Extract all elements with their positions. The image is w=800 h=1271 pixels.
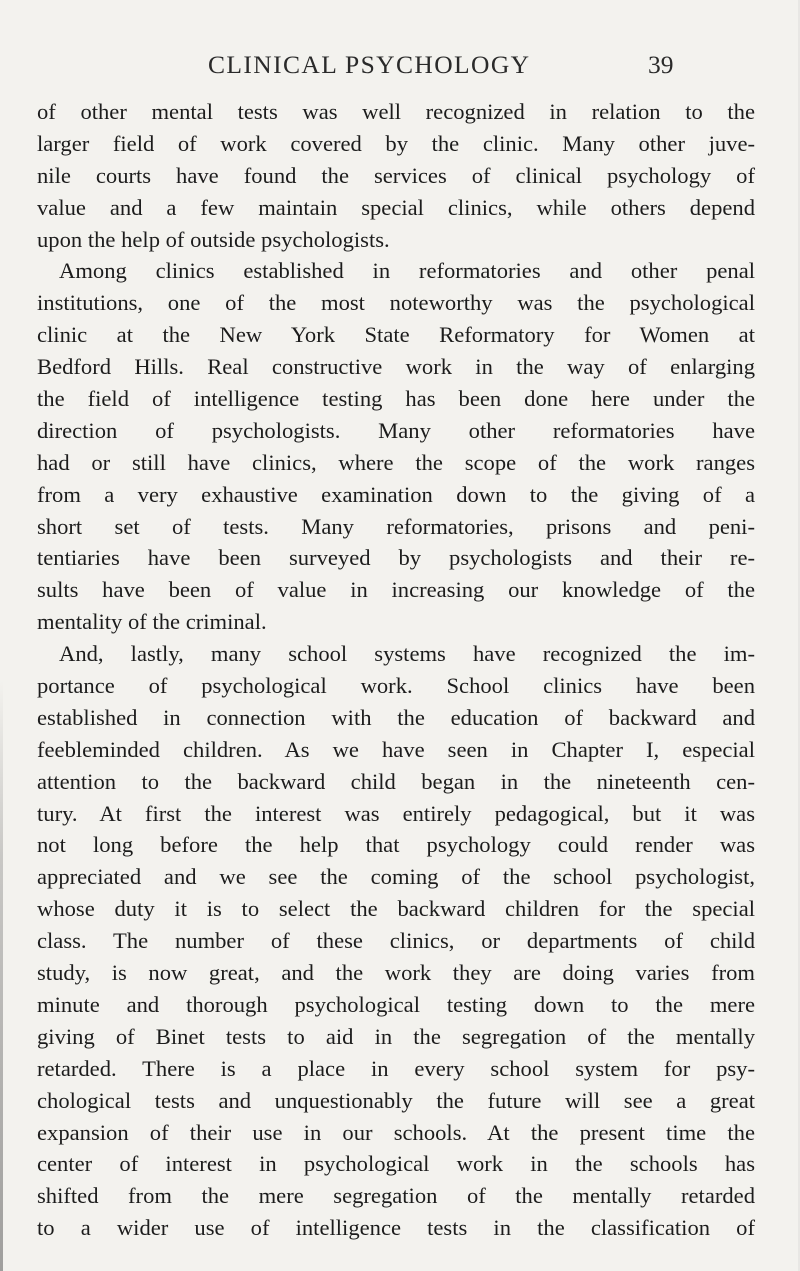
text-line: from a very exhaustive examination down to the giving of a	[37, 481, 755, 507]
text-line: center of interest in psychological work in the schools has	[37, 1151, 755, 1177]
text-line: established in connection with the education of backward and	[37, 704, 755, 730]
text-line: not long before the help that psychology could render was	[37, 832, 755, 858]
text-line: And, lastly, many school systems have recognized the im-	[59, 641, 755, 667]
text-line: retarded. There is a place in every school system for psy-	[37, 1055, 755, 1081]
text-line: shifted from the mere segregation of the mentally retarded	[37, 1183, 755, 1209]
text-line: short set of tests. Many reformatories, prisons and peni-	[37, 513, 755, 539]
text-line: giving of Binet tests to aid in the segregation of the mentally	[37, 1023, 755, 1049]
text-line: minute and thorough psychological testing down to the mere	[37, 991, 755, 1017]
text-line: feebleminded children. As we have seen in Chapter I, especial	[37, 736, 755, 762]
text-line: study, is now great, and the work they are doing varies from	[37, 960, 755, 986]
text-line: appreciated and we see the coming of the school psychologist,	[37, 864, 755, 890]
page-number: 39	[648, 50, 674, 79]
text-line: had or still have clinics, where the scope of the work ranges	[37, 449, 755, 475]
text-line: class. The number of these clinics, or departments of child	[37, 928, 755, 954]
text-line: of other mental tests was well recognized in relation to the	[37, 99, 755, 124]
body-text	[37, 96, 755, 1244]
text-line: value and a few maintain special clinics, while others depend	[37, 194, 755, 220]
text-line: whose duty it is to select the backward children for the special	[37, 896, 755, 922]
text-line: attention to the backward child began in the nineteenth cen-	[37, 768, 755, 794]
text-line: direction of psychologists. Many other reformatories have	[37, 417, 755, 443]
text-line: Among clinics established in reformatories and other penal	[59, 258, 755, 284]
text-line: larger field of work covered by the clinic. Many other juve-	[37, 130, 755, 156]
page-binding-edge	[0, 680, 3, 1271]
text-line: chological tests and unquestionably the future will see a great	[37, 1087, 755, 1113]
text-line: institutions, one of the most noteworthy was the psychological	[37, 290, 755, 316]
running-head	[0, 50, 800, 90]
text-line: Bedford Hills. Real constructive work in the way of enlarging	[37, 354, 755, 380]
text-line: mentality of the criminal.	[37, 609, 267, 635]
text-line: expansion of their use in our schools. At the present time the	[37, 1119, 755, 1145]
running-head-title: CLINICAL PSYCHOLOGY	[208, 50, 531, 79]
text-line: clinic at the New York State Reformatory for Women at	[37, 322, 755, 348]
text-line: tentiaries have been surveyed by psychologists and their re-	[37, 545, 755, 571]
text-line: to a wider use of intelligence tests in the classification of	[37, 1215, 755, 1241]
text-line: upon the help of outside psychologists.	[37, 226, 390, 252]
text-line: the field of intelligence testing has been done here under the	[37, 386, 755, 412]
text-line: sults have been of value in increasing our knowledge of the	[37, 577, 755, 603]
text-line: portance of psychological work. School clinics have been	[37, 673, 755, 699]
text-line: tury. At first the interest was entirely pedagogical, but it was	[37, 800, 755, 826]
text-line: nile courts have found the services of clinical psychology of	[37, 162, 755, 188]
